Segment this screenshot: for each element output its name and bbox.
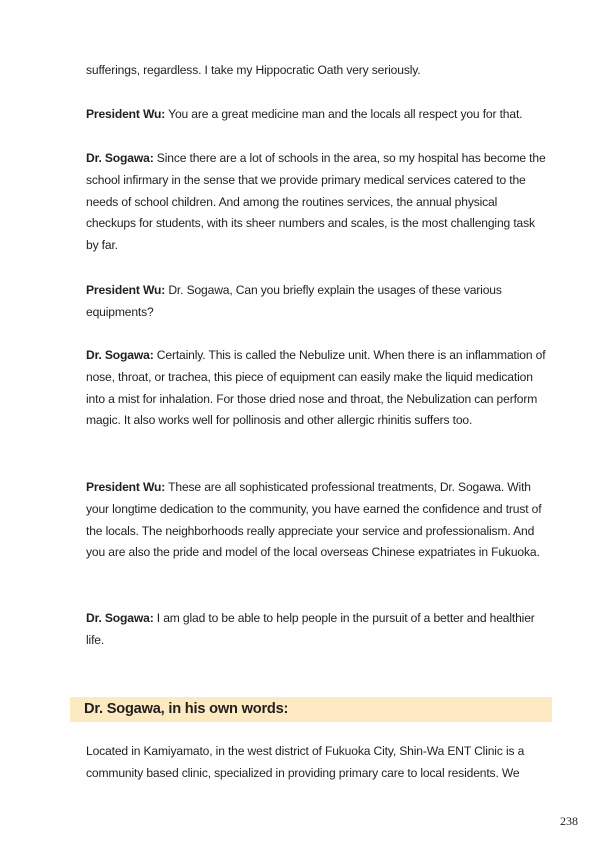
speaker-label: Dr. Sogawa:: [86, 611, 154, 625]
paragraph-dr-sogawa-1: [86, 148, 548, 257]
paragraph-dr-sogawa-3: [86, 608, 548, 652]
speaker-label: President Wu:: [86, 107, 166, 121]
speaker-label: Dr. Sogawa:: [86, 151, 154, 165]
paragraph-president-wu-2: [86, 280, 548, 324]
paragraph-text: These are all sophisticated professional treatments, Dr. Sogawa. With your longtime dedication to the community, you have earned the confidence and trust of the locals. The neighborhoods really appreciate your service and professionalism. And you are also the pride and model of the local overseas Chinese expatriates in Fukuoka.: [86, 480, 542, 560]
page-number: 238: [560, 814, 578, 828]
paragraph-text: sufferings, regardless. I take my Hippocratic Oath very seriously.: [86, 63, 421, 77]
speaker-label: President Wu:: [86, 480, 166, 494]
paragraph-president-wu-1: [86, 104, 548, 126]
paragraph-text: Since there are a lot of schools in the area, so my hospital has become the school infirmary in the sense that we provide primary medical services catered to the needs of school children. And among the routines services, the annual physical checkups for students, with its sheer numbers and scales, is the most challenging task by far.: [86, 151, 546, 253]
paragraph-text: Located in Kamiyamato, in the west district of Fukuoka City, Shin-Wa ENT Clinic is a community based clinic, specialized in providing primary care to local residents. We: [86, 744, 525, 780]
section-heading: Dr. Sogawa, in his own words:: [84, 701, 289, 717]
paragraph-text: You are a great medicine man and the locals all respect you for that.: [165, 107, 523, 121]
section-heading-bar: [70, 697, 552, 722]
paragraph-dr-sogawa-2: [86, 345, 548, 432]
paragraph-text: I am glad to be able to help people in the pursuit of a better and healthier life.: [86, 611, 535, 647]
speaker-label: Dr. Sogawa:: [86, 348, 154, 362]
paragraph-president-wu-3: [86, 477, 548, 564]
paragraph-continuation: [86, 60, 548, 82]
paragraph-text: Dr. Sogawa, Can you briefly explain the usages of these various equipments?: [86, 283, 502, 319]
speaker-label: President Wu:: [86, 283, 166, 297]
section-body-paragraph: [86, 741, 548, 785]
paragraph-text: Certainly. This is called the Nebulize unit. When there is an inflammation of nose, throat, or trachea, this piece of equipment can easily make the liquid medication into a mist for inhalation. For those dried nose and throat, the Nebulization can perform magic. It also works well for pollinosis and other allergic rhinitis suffers too.: [86, 348, 546, 428]
